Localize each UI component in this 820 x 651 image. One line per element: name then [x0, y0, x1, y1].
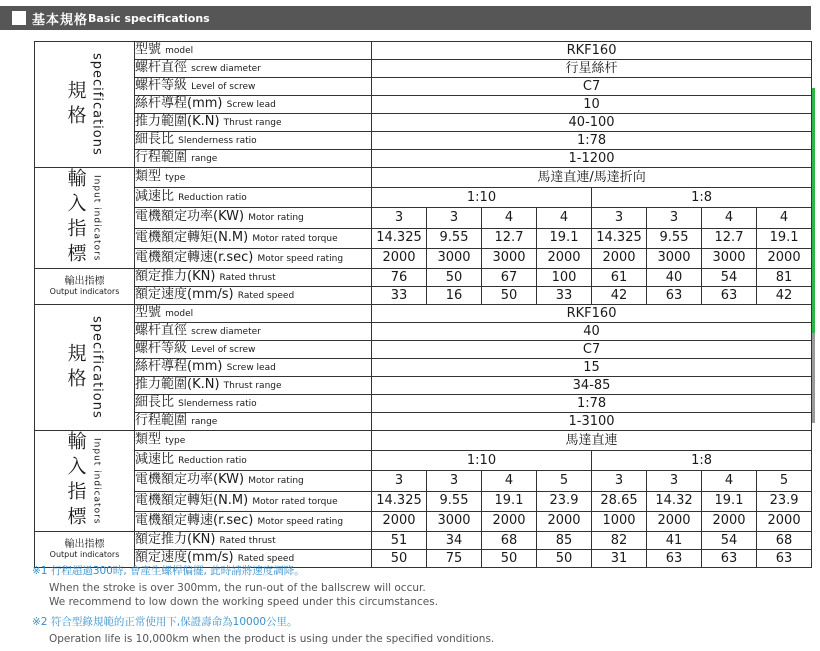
label-slenderness — [135, 395, 372, 413]
value-cell: 82 — [592, 532, 647, 550]
group-spec — [35, 305, 135, 431]
value-cell: 2000 — [372, 248, 427, 268]
label-zh: 電機額定功率(KW) — [135, 472, 245, 488]
value-cell: 3 — [592, 208, 647, 228]
label-en: Motor rated torque — [252, 233, 338, 244]
label-en: Screw lead — [226, 100, 276, 110]
value-cell: 50 — [482, 550, 537, 568]
value-slenderness: 1:78 — [372, 395, 812, 413]
value-cell: 19.1 — [702, 491, 757, 511]
value-type: 馬達直連 — [372, 431, 812, 451]
label-zh: 電機額定轉速(r.sec) — [135, 249, 254, 265]
label-zh: 類型 — [135, 432, 162, 448]
value-lead: 10 — [372, 96, 812, 114]
value-cell: 4 — [702, 208, 757, 228]
label-lead — [135, 96, 372, 114]
label-zh: 電機額定轉速(r.sec) — [135, 512, 254, 528]
label-en: Rated speed — [237, 554, 295, 564]
value-level: C7 — [372, 78, 812, 96]
group-spec-en: specifications — [89, 53, 105, 156]
value-cell: 41 — [647, 532, 702, 550]
table-row — [35, 305, 812, 323]
label-type — [135, 168, 372, 188]
value-cell: 3000 — [427, 511, 482, 531]
label-level — [135, 78, 372, 96]
label-thrust_range — [135, 114, 372, 132]
value-cell: 9.55 — [427, 491, 482, 511]
value-cell: 3000 — [702, 248, 757, 268]
label-en: Reduction ratio — [178, 193, 247, 204]
label-zh: 額定推力(KN) — [135, 532, 216, 547]
label-en: Motor rated torque — [252, 496, 338, 507]
table-row — [35, 413, 812, 431]
label-en: Slenderness ratio — [178, 136, 257, 146]
value-cell: 23.9 — [757, 491, 812, 511]
value-cell: 68 — [482, 532, 537, 550]
table-row — [35, 377, 812, 395]
value-ratio-b: 1:8 — [592, 188, 812, 208]
value-screw_diameter: 行星絲杆 — [372, 60, 812, 78]
value-cell: 19.1 — [482, 491, 537, 511]
label-slenderness — [135, 132, 372, 150]
label-zh: 螺杆直徑 — [135, 323, 188, 338]
value-cell: 85 — [537, 532, 592, 550]
header-title-zh: 基本規格 — [32, 12, 89, 28]
group-spec-wrap — [35, 42, 134, 167]
value-stroke: 1-1200 — [372, 150, 812, 168]
label-en: range — [191, 417, 218, 427]
value-cell: 3000 — [482, 248, 537, 268]
value-cell: 14.325 — [592, 228, 647, 248]
value-cell: 4 — [702, 471, 757, 491]
table-row — [35, 287, 812, 305]
value-cell: 76 — [372, 269, 427, 287]
value-cell: 3 — [372, 208, 427, 228]
label-level — [135, 341, 372, 359]
value-stroke: 1-3100 — [372, 413, 812, 431]
group-output — [35, 269, 135, 305]
value-cell: 28.65 — [592, 491, 647, 511]
group-input-zh: 輸入指標 — [64, 168, 87, 268]
value-cell: 12.7 — [482, 228, 537, 248]
label-reduction — [135, 451, 372, 471]
group-input-wrap — [35, 168, 134, 268]
value-cell: 14.325 — [372, 228, 427, 248]
label-reduction — [135, 188, 372, 208]
label-zh: 電機額定功率(KW) — [135, 209, 245, 225]
label-zh: 絲杆導程(mm) — [135, 96, 223, 111]
label-stroke — [135, 150, 372, 168]
value-cell: 42 — [757, 287, 812, 305]
value-cell: 19.1 — [757, 228, 812, 248]
label-zh: 減速比 — [135, 189, 175, 205]
label-en: Reduction ratio — [178, 456, 247, 467]
label-power — [135, 471, 372, 491]
table-row — [35, 532, 812, 550]
value-cell: 31 — [592, 550, 647, 568]
table-row — [35, 491, 812, 511]
note-1-en1: When the stroke is over 300mm, the run-out of the ballscrew will occur. — [49, 582, 426, 594]
label-en: Motor rating — [248, 213, 304, 224]
table-row — [35, 451, 812, 471]
value-cell: 54 — [702, 269, 757, 287]
value-cell: 50 — [482, 287, 537, 305]
header-square-icon — [12, 11, 26, 25]
value-lead: 15 — [372, 359, 812, 377]
group-input — [35, 431, 135, 532]
label-en: Motor speed rating — [257, 516, 344, 527]
value-cell: 2000 — [592, 248, 647, 268]
label-zh: 額定速度(mm/s) — [135, 287, 234, 302]
note-2-en1: Operation life is 10,000km when the product is using under the specified vonditions. — [49, 633, 495, 645]
value-cell: 81 — [757, 269, 812, 287]
value-cell: 2000 — [757, 248, 812, 268]
label-zh: 型號 — [135, 305, 162, 320]
table-row — [35, 60, 812, 78]
label-en: model — [165, 46, 194, 56]
table-row — [35, 341, 812, 359]
value-cell: 68 — [757, 532, 812, 550]
label-zh: 型號 — [135, 42, 162, 57]
label-en: Rated thrust — [219, 536, 276, 546]
label-en: Motor speed rating — [257, 253, 344, 264]
value-cell: 3 — [647, 471, 702, 491]
label-zh: 行程範圍 — [135, 150, 188, 165]
value-cell: 4 — [537, 208, 592, 228]
table-row — [35, 114, 812, 132]
label-lead — [135, 359, 372, 377]
label-screw_diameter — [135, 60, 372, 78]
label-zh: 類型 — [135, 169, 162, 185]
value-cell: 4 — [482, 208, 537, 228]
value-cell: 4 — [482, 471, 537, 491]
table-row — [35, 323, 812, 341]
value-cell: 3000 — [647, 248, 702, 268]
note-1-zh: ※1 行程超過300時, 會產生螺桿偏擺, 此時請將速度調降。 — [32, 565, 305, 577]
label-en: Screw lead — [226, 363, 276, 373]
value-cell: 14.32 — [647, 491, 702, 511]
value-cell: 63 — [702, 550, 757, 568]
value-cell: 54 — [702, 532, 757, 550]
value-cell: 2000 — [482, 511, 537, 531]
value-cell: 3 — [372, 471, 427, 491]
table-row — [35, 359, 812, 377]
table-row — [35, 269, 812, 287]
value-cell: 42 — [592, 287, 647, 305]
note-2-zh: ※2 符合型錄規範的正常使用下,保證壽命為10000公里。 — [32, 616, 298, 628]
value-cell: 2000 — [537, 248, 592, 268]
value-model: RKF160 — [372, 42, 812, 60]
table-row — [35, 168, 812, 188]
label-en: screw diameter — [191, 327, 261, 337]
value-cell: 63 — [647, 550, 702, 568]
label-type — [135, 431, 372, 451]
group-input — [35, 168, 135, 269]
label-model — [135, 305, 372, 323]
table-row — [35, 150, 812, 168]
label-zh: 螺杆直徑 — [135, 60, 188, 75]
label-torque — [135, 228, 372, 248]
note-2 — [32, 614, 494, 646]
value-cell: 3000 — [427, 248, 482, 268]
table-row — [35, 431, 812, 451]
table-row — [35, 248, 812, 268]
label-en: Rated thrust — [219, 273, 276, 283]
label-zh: 行程範圍 — [135, 413, 188, 428]
note-1 — [32, 563, 494, 609]
group-spec-zh: 規格 — [64, 342, 87, 393]
label-zh: 額定推力(KN) — [135, 269, 216, 284]
scroll-track — [812, 333, 815, 423]
value-cell: 2000 — [702, 511, 757, 531]
group-spec-en: specifications — [89, 316, 105, 419]
value-cell: 50 — [372, 550, 427, 568]
label-zh: 絲杆導程(mm) — [135, 359, 223, 374]
notes — [32, 563, 494, 651]
label-en: type — [165, 436, 186, 447]
group-input-zh: 輸入指標 — [64, 431, 87, 531]
value-cell: 63 — [757, 550, 812, 568]
table-row — [35, 471, 812, 491]
value-cell: 12.7 — [702, 228, 757, 248]
value-ratio-b: 1:8 — [592, 451, 812, 471]
value-cell: 50 — [427, 269, 482, 287]
label-speed — [135, 511, 372, 531]
value-cell: 2000 — [372, 511, 427, 531]
label-en: Level of screw — [191, 82, 256, 92]
value-cell: 14.325 — [372, 491, 427, 511]
label-zh: 細長比 — [135, 132, 175, 147]
table-row — [35, 228, 812, 248]
label-zh: 推力範圍(K.N) — [135, 114, 220, 129]
label-en: type — [165, 173, 186, 184]
value-type: 馬達直連/馬達折向 — [372, 168, 812, 188]
table-row — [35, 511, 812, 531]
label-zh: 電機額定轉矩(N.M) — [135, 492, 249, 508]
value-cell: 63 — [702, 287, 757, 305]
value-cell: 51 — [372, 532, 427, 550]
value-model: RKF160 — [372, 305, 812, 323]
label-speed — [135, 248, 372, 268]
label-thrust_range — [135, 377, 372, 395]
label-zh: 額定速度(mm/s) — [135, 550, 234, 565]
value-cell: 75 — [427, 550, 482, 568]
label-torque — [135, 491, 372, 511]
value-cell: 67 — [482, 269, 537, 287]
label-en: Motor rating — [248, 476, 304, 487]
table-row — [35, 188, 812, 208]
value-ratio-a: 1:10 — [372, 188, 592, 208]
value-cell: 3 — [647, 208, 702, 228]
table-row — [35, 132, 812, 150]
value-cell: 2000 — [537, 511, 592, 531]
value-cell: 16 — [427, 287, 482, 305]
label-en: Rated speed — [237, 291, 295, 301]
table-row — [35, 96, 812, 114]
group-output-en: Output indicators — [49, 550, 120, 559]
value-cell: 4 — [757, 208, 812, 228]
label-zh: 螺杆等級 — [135, 78, 188, 93]
label-en: Slenderness ratio — [178, 399, 257, 409]
value-cell: 3 — [427, 471, 482, 491]
value-cell: 1000 — [592, 511, 647, 531]
group-spec-wrap — [35, 305, 134, 430]
label-zh: 減速比 — [135, 452, 175, 468]
value-cell: 33 — [537, 287, 592, 305]
value-cell: 61 — [592, 269, 647, 287]
value-thrust_range: 40-100 — [372, 114, 812, 132]
value-cell: 9.55 — [427, 228, 482, 248]
group-spec — [35, 42, 135, 168]
label-zh: 細長比 — [135, 395, 175, 410]
value-cell: 2000 — [757, 511, 812, 531]
label-power — [135, 208, 372, 228]
label-zh: 螺杆等級 — [135, 341, 188, 356]
value-cell: 3 — [427, 208, 482, 228]
value-cell: 2000 — [647, 511, 702, 531]
label-en: screw diameter — [191, 64, 261, 74]
table-row — [35, 208, 812, 228]
group-input-wrap — [35, 431, 134, 531]
group-output-zh: 輸出指標 — [64, 539, 105, 550]
spec-table — [34, 41, 812, 568]
table-row — [35, 395, 812, 413]
label-zh: 電機額定轉矩(N.M) — [135, 229, 249, 245]
label-en: range — [191, 154, 218, 164]
value-level: C7 — [372, 341, 812, 359]
label-en: model — [165, 309, 194, 319]
group-input-en: Input indicators — [91, 174, 102, 262]
label-en: Level of screw — [191, 345, 256, 355]
value-cell: 50 — [537, 550, 592, 568]
label-rated_thrust — [135, 269, 372, 287]
value-cell: 9.55 — [647, 228, 702, 248]
section-header — [0, 6, 811, 30]
value-ratio-a: 1:10 — [372, 451, 592, 471]
value-screw_diameter: 40 — [372, 323, 812, 341]
label-en: Thrust range — [223, 381, 282, 391]
label-model — [135, 42, 372, 60]
label-screw_diameter — [135, 323, 372, 341]
value-cell: 100 — [537, 269, 592, 287]
group-spec-zh: 規格 — [64, 79, 87, 130]
value-cell: 23.9 — [537, 491, 592, 511]
group-input-en: Input indicators — [91, 437, 102, 525]
note-1-en2: We recommend to low down the working speed under this circumstances. — [49, 596, 439, 608]
value-cell: 5 — [757, 471, 812, 491]
label-en: Thrust range — [223, 118, 282, 128]
value-cell: 5 — [537, 471, 592, 491]
label-zh: 推力範圍(K.N) — [135, 377, 220, 392]
value-cell: 3 — [592, 471, 647, 491]
group-output-zh: 輸出指標 — [64, 276, 105, 287]
label-rated_speed — [135, 287, 372, 305]
value-cell: 63 — [647, 287, 702, 305]
value-cell: 19.1 — [537, 228, 592, 248]
value-slenderness: 1:78 — [372, 132, 812, 150]
group-output-en: Output indicators — [49, 287, 120, 296]
value-cell: 40 — [647, 269, 702, 287]
label-stroke — [135, 413, 372, 431]
label-rated_thrust — [135, 532, 372, 550]
value-cell: 34 — [427, 532, 482, 550]
value-thrust_range: 34-85 — [372, 377, 812, 395]
table-row — [35, 42, 812, 60]
table-row — [35, 78, 812, 96]
header-title-en: Basic specifications — [88, 11, 210, 25]
scroll-indicator — [812, 88, 815, 333]
value-cell: 33 — [372, 287, 427, 305]
